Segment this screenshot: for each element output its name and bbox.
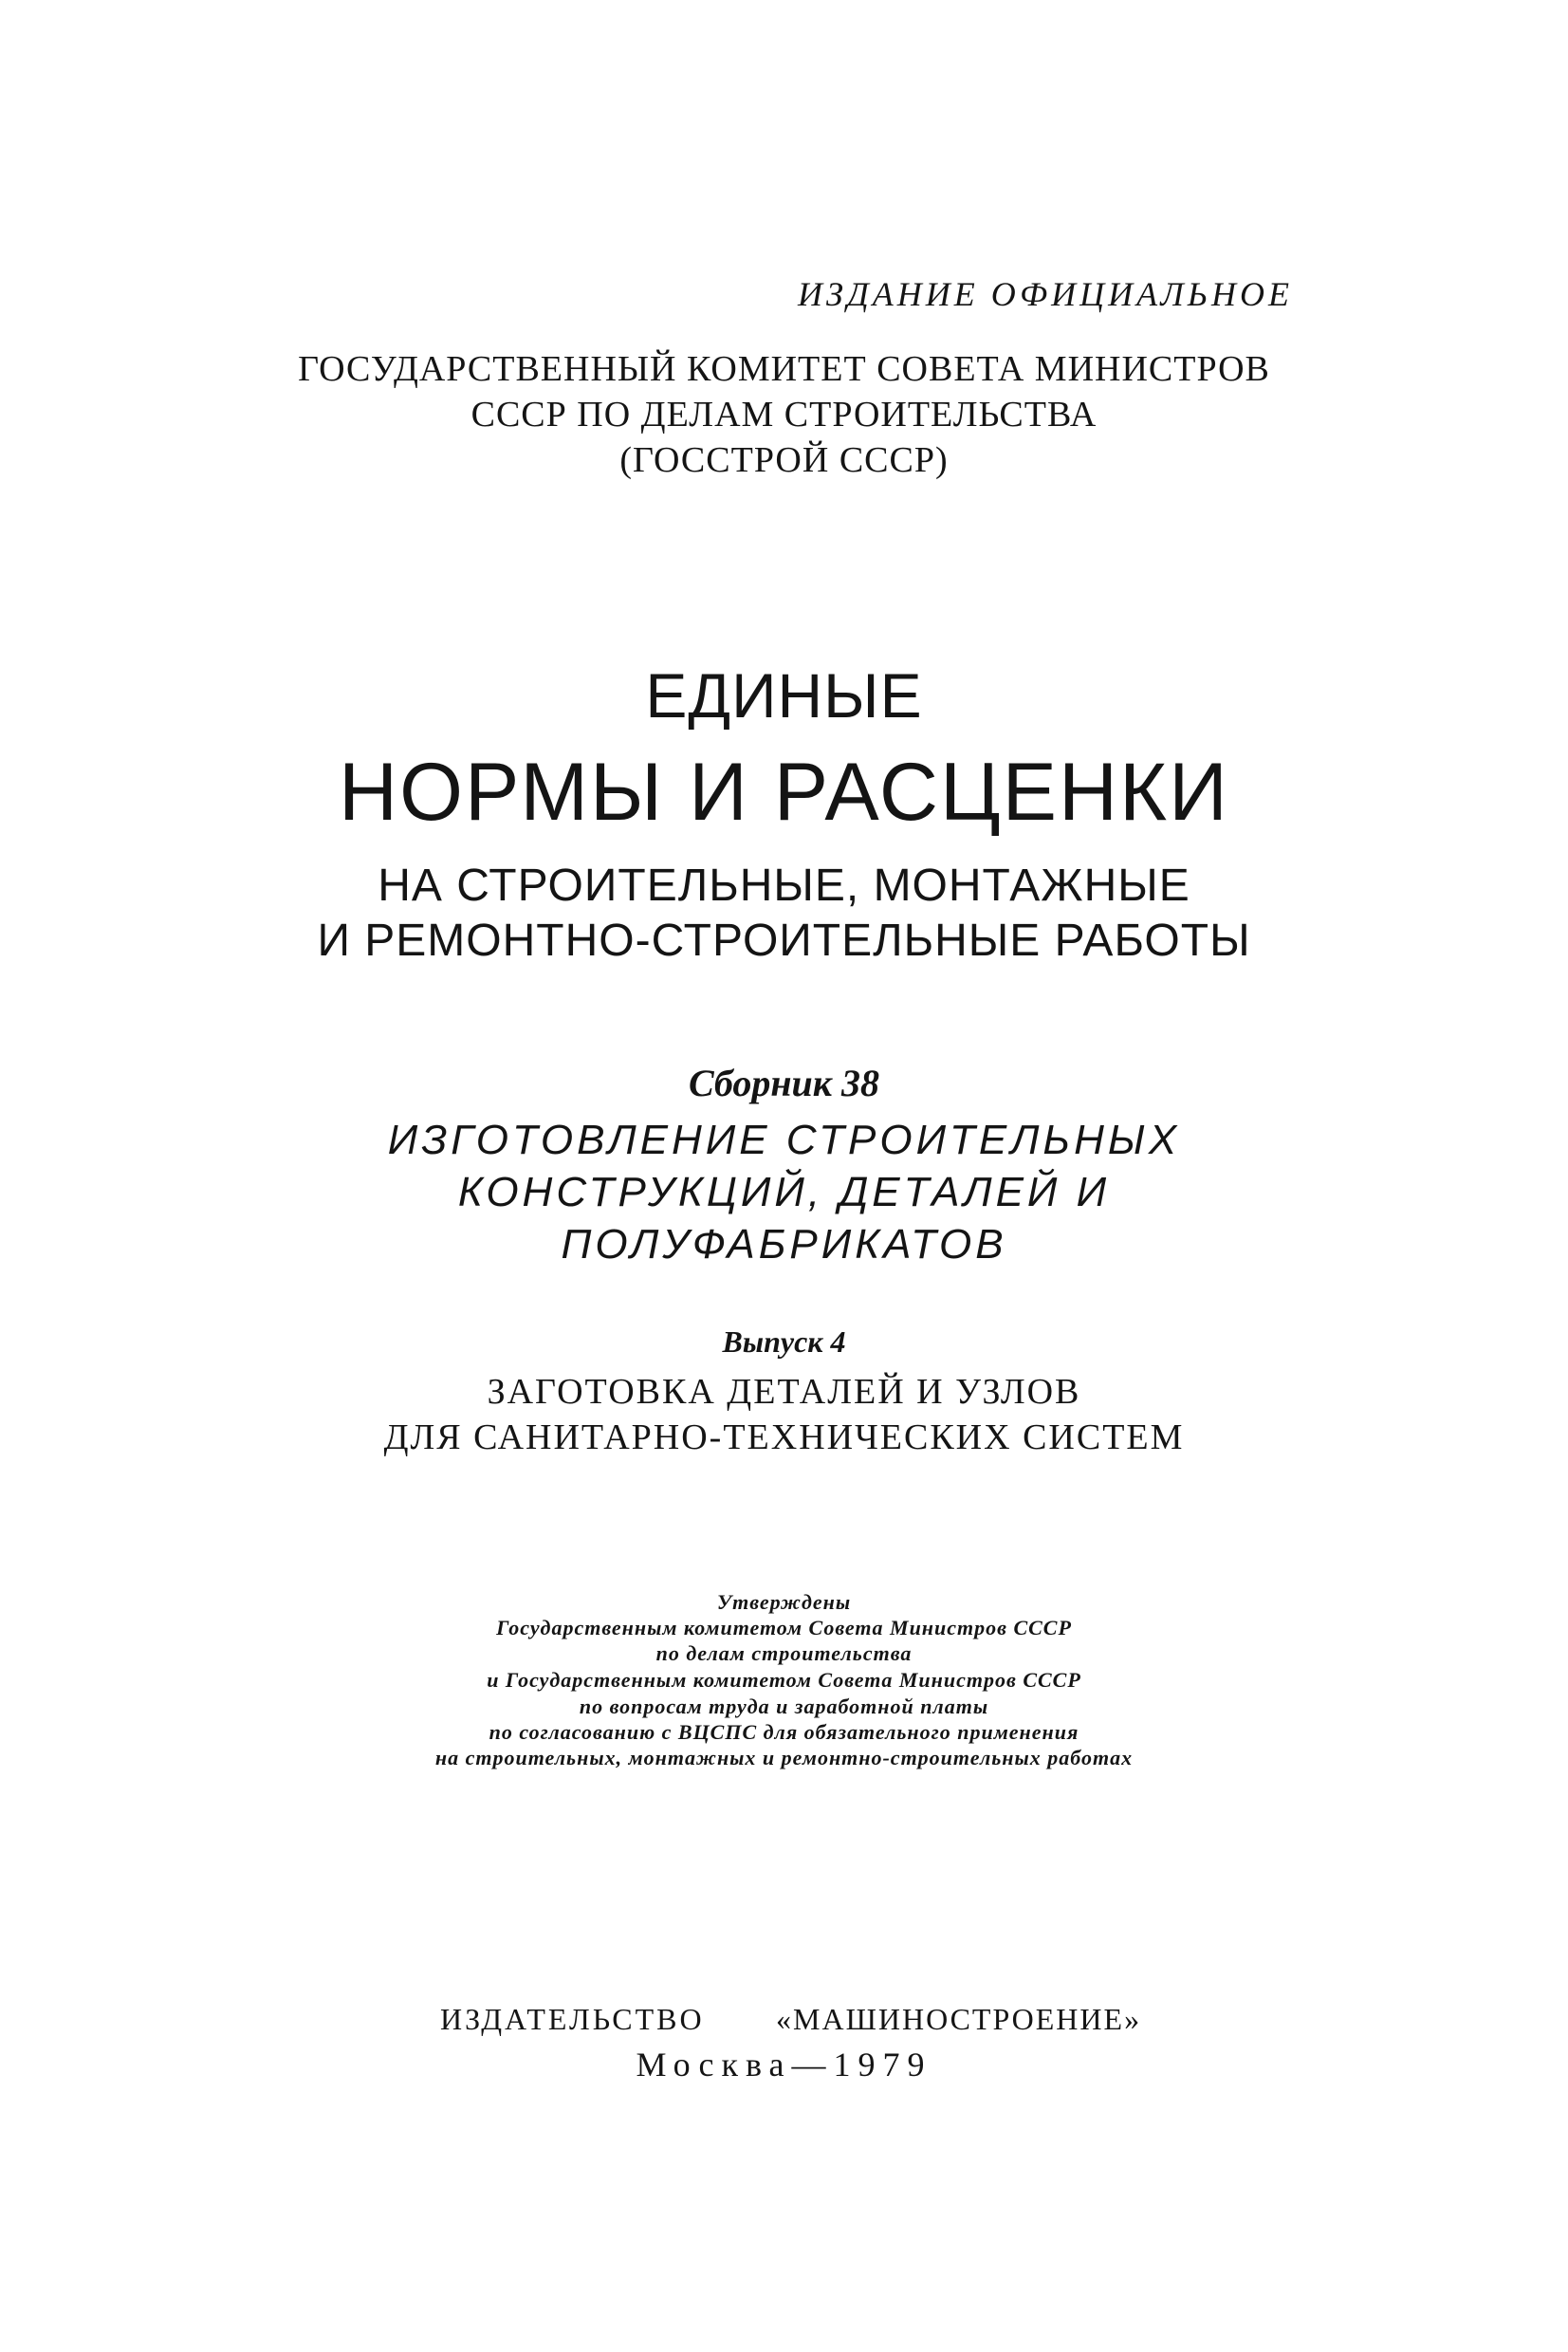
collection-title-line: КОНСТРУКЦИЙ, ДЕТАЛЕЙ И <box>457 1169 1111 1215</box>
approval-line: по делам строительства <box>655 1641 913 1665</box>
collection-title-line: ИЗГОТОВЛЕНИЕ СТРОИТЕЛЬНЫХ <box>387 1117 1181 1163</box>
committee-line: (ГОССТРОЙ СССР) <box>619 440 949 480</box>
approval-line: Государственным комитетом Совета Министров СССР <box>496 1616 1072 1639</box>
edition-label: ИЗДАНИЕ ОФИЦИАЛЬНОЕ <box>798 275 1293 313</box>
publisher-name: «МАШИНОСТРОЕНИЕ» <box>776 2002 1142 2036</box>
approval-line: Утверждены <box>716 1590 852 1614</box>
approval-line: по вопросам труда и заработной платы <box>579 1695 989 1718</box>
subtitle-line: И РЕМОНТНО-СТРОИТЕЛЬНЫЕ РАБОТЫ <box>317 916 1251 966</box>
main-title-line: НОРМЫ И РАСЦЕНКИ <box>339 747 1229 838</box>
issue-label: Выпуск 4 <box>722 1324 846 1359</box>
committee-line: ГОСУДАРСТВЕННЫЙ КОМИТЕТ СОВЕТА МИНИСТРОВ <box>298 349 1270 389</box>
approval-line: и Государственным комитетом Совета Министров СССР <box>487 1668 1081 1692</box>
city-year: Москва—1979 <box>636 2046 932 2083</box>
publisher-label: ИЗДАТЕЛЬСТВО <box>440 2002 705 2036</box>
main-title-line: ЕДИНЫЕ <box>645 660 923 731</box>
collection-label: Сборник 38 <box>688 1062 880 1104</box>
issue-title-line: ДЛЯ САНИТАРНО-ТЕХНИЧЕСКИХ СИСТЕМ <box>383 1417 1185 1457</box>
issue-title-line: ЗАГОТОВКА ДЕТАЛЕЙ И УЗЛОВ <box>487 1372 1081 1412</box>
subtitle-line: НА СТРОИТЕЛЬНЫЕ, МОНТАЖНЫЕ <box>378 861 1190 911</box>
approval-line: на строительных, монтажных и ремонтно-строительных работах <box>434 1746 1134 1769</box>
committee-line: СССР ПО ДЕЛАМ СТРОИТЕЛЬСТВА <box>470 395 1098 435</box>
approval-line: по согласованию с ВЦСПС для обязательного применения <box>489 1720 1079 1744</box>
collection-title-line: ПОЛУФАБРИКАТОВ <box>561 1221 1007 1268</box>
